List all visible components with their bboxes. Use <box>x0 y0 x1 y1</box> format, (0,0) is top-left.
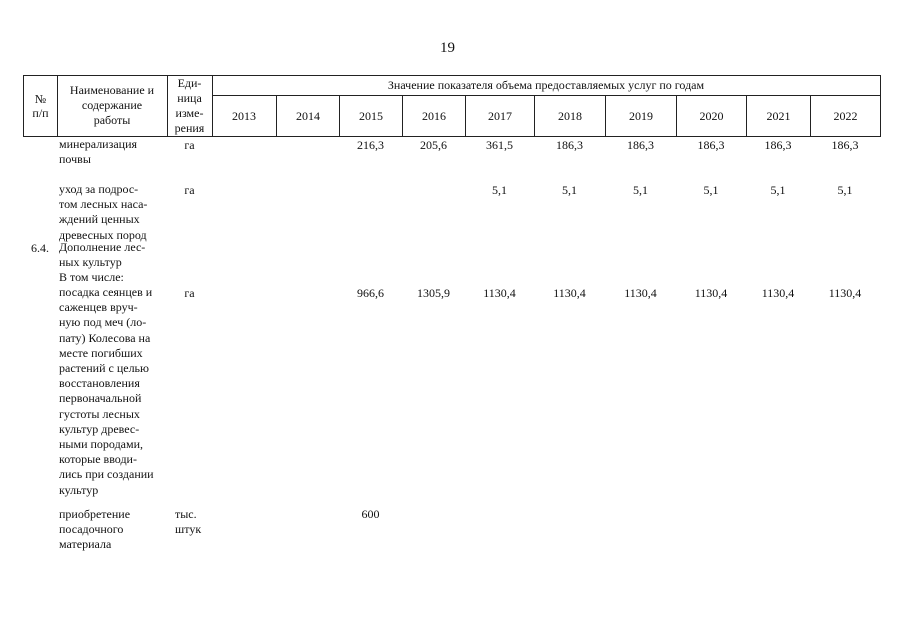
row-unit <box>175 507 215 537</box>
row-name-line: растений с целью <box>59 361 149 376</box>
row-name-line: том лесных наса- <box>59 197 148 212</box>
cell-2015: 600 <box>361 507 380 521</box>
cell-2020: 186,3 <box>697 138 725 152</box>
cell-2020: 1130,4 <box>694 286 728 300</box>
cell-2016: 1305,9 <box>417 286 450 300</box>
header-number-line: п/п <box>32 106 49 120</box>
cell-2022: 1130,4 <box>828 286 862 300</box>
row-number: 6.4. <box>31 241 49 255</box>
row-unit: га <box>184 183 195 197</box>
header-name-label <box>57 83 167 128</box>
cell-2017: 1130,4 <box>483 286 516 300</box>
row-name-line: приобретение <box>59 507 131 521</box>
cell-2016: 205,6 <box>420 138 447 152</box>
header-unit-line: ница <box>177 91 202 105</box>
row-name-line: ждений ценных <box>59 212 140 227</box>
year-header-2016: 2016 <box>402 96 465 136</box>
row-name <box>59 240 166 286</box>
header-name-line: содержание <box>81 98 143 112</box>
year-header-2022: 2022 <box>810 96 880 136</box>
cell-2019: 186,3 <box>627 138 654 152</box>
row-name-line: саженцев вруч- <box>59 300 138 315</box>
row-name-line: культур древес- <box>59 421 140 436</box>
cell-2015: 966,6 <box>357 286 384 300</box>
cell-2022: 186,3 <box>831 138 859 152</box>
row-name-line: минерализация <box>59 137 138 151</box>
row-name-line: первоначальной <box>59 391 142 406</box>
cell-2015: 216,3 <box>357 138 384 152</box>
header-name-line: Наименование и <box>69 83 155 97</box>
year-header-2015: 2015 <box>339 96 402 136</box>
header-unit-line: рения <box>174 121 205 135</box>
row-name <box>59 182 166 243</box>
row-unit-line: штук <box>175 522 202 536</box>
row-name <box>59 137 166 167</box>
row-name-line: В том числе: <box>59 270 124 285</box>
row-name-line: восстановления <box>59 376 140 391</box>
year-header-2017: 2017 <box>465 96 534 136</box>
cell-2021: 5,1 <box>770 183 786 197</box>
header-unit-label <box>167 76 212 136</box>
row-name-line: которые вводи- <box>59 452 137 467</box>
cell-2021: 1130,4 <box>761 286 795 300</box>
header-number-line: № <box>34 92 47 106</box>
header-unit-line: Еди- <box>177 76 202 90</box>
row-name-line: ных культур <box>59 255 122 270</box>
header-unit-line: изме- <box>175 106 204 120</box>
cell-2019: 5,1 <box>633 183 648 197</box>
header-number-label <box>24 92 57 120</box>
year-header-2020: 2020 <box>676 96 746 136</box>
year-header-2021: 2021 <box>746 96 810 136</box>
year-header-2019: 2019 <box>605 96 676 136</box>
cell-2018: 186,3 <box>556 138 583 152</box>
year-header-2014: 2014 <box>276 96 339 136</box>
row-name-line: лись при создании <box>59 467 154 482</box>
row-name-line: уход за подрос- <box>59 182 139 196</box>
row-name-line: Дополнение лес- <box>59 240 146 254</box>
cell-2017: 5,1 <box>492 183 507 197</box>
row-name-line: древесных пород <box>59 227 147 242</box>
row-name-line: посадка сеянцев и <box>59 285 153 299</box>
year-header-2013: 2013 <box>232 108 256 123</box>
header-values-label: Значение показателя объема предоставляемых услуг по годам <box>387 78 705 92</box>
row-name-line: ную под меч (ло- <box>59 315 147 330</box>
row-unit-line: тыс. <box>175 507 197 521</box>
row-name-line: месте погибших <box>59 345 143 360</box>
cell-2021: 186,3 <box>764 138 792 152</box>
row-unit: га <box>184 138 195 152</box>
row-name-line: ными породами, <box>59 437 144 452</box>
cell-2022: 5,1 <box>837 183 853 197</box>
row-name-line: густоты лесных <box>59 406 140 421</box>
row-name-line: пату) Колесова на <box>59 330 151 345</box>
cell-2020: 5,1 <box>703 183 719 197</box>
cell-2018: 1130,4 <box>553 286 586 300</box>
header-name-line: работы <box>93 113 131 127</box>
row-name <box>59 507 166 553</box>
row-name-line: почвы <box>59 152 91 167</box>
year-header-2018: 2018 <box>534 96 605 136</box>
row-name-line: материала <box>59 537 112 552</box>
row-name-line: посадочного <box>59 522 124 537</box>
cell-2019: 1130,4 <box>624 286 657 300</box>
cell-2018: 5,1 <box>562 183 577 197</box>
cell-2017: 361,5 <box>486 138 513 152</box>
row-unit: га <box>184 286 195 300</box>
row-name <box>59 285 166 498</box>
row-name-line: культур <box>59 482 99 497</box>
page-number: 19 <box>440 40 455 56</box>
